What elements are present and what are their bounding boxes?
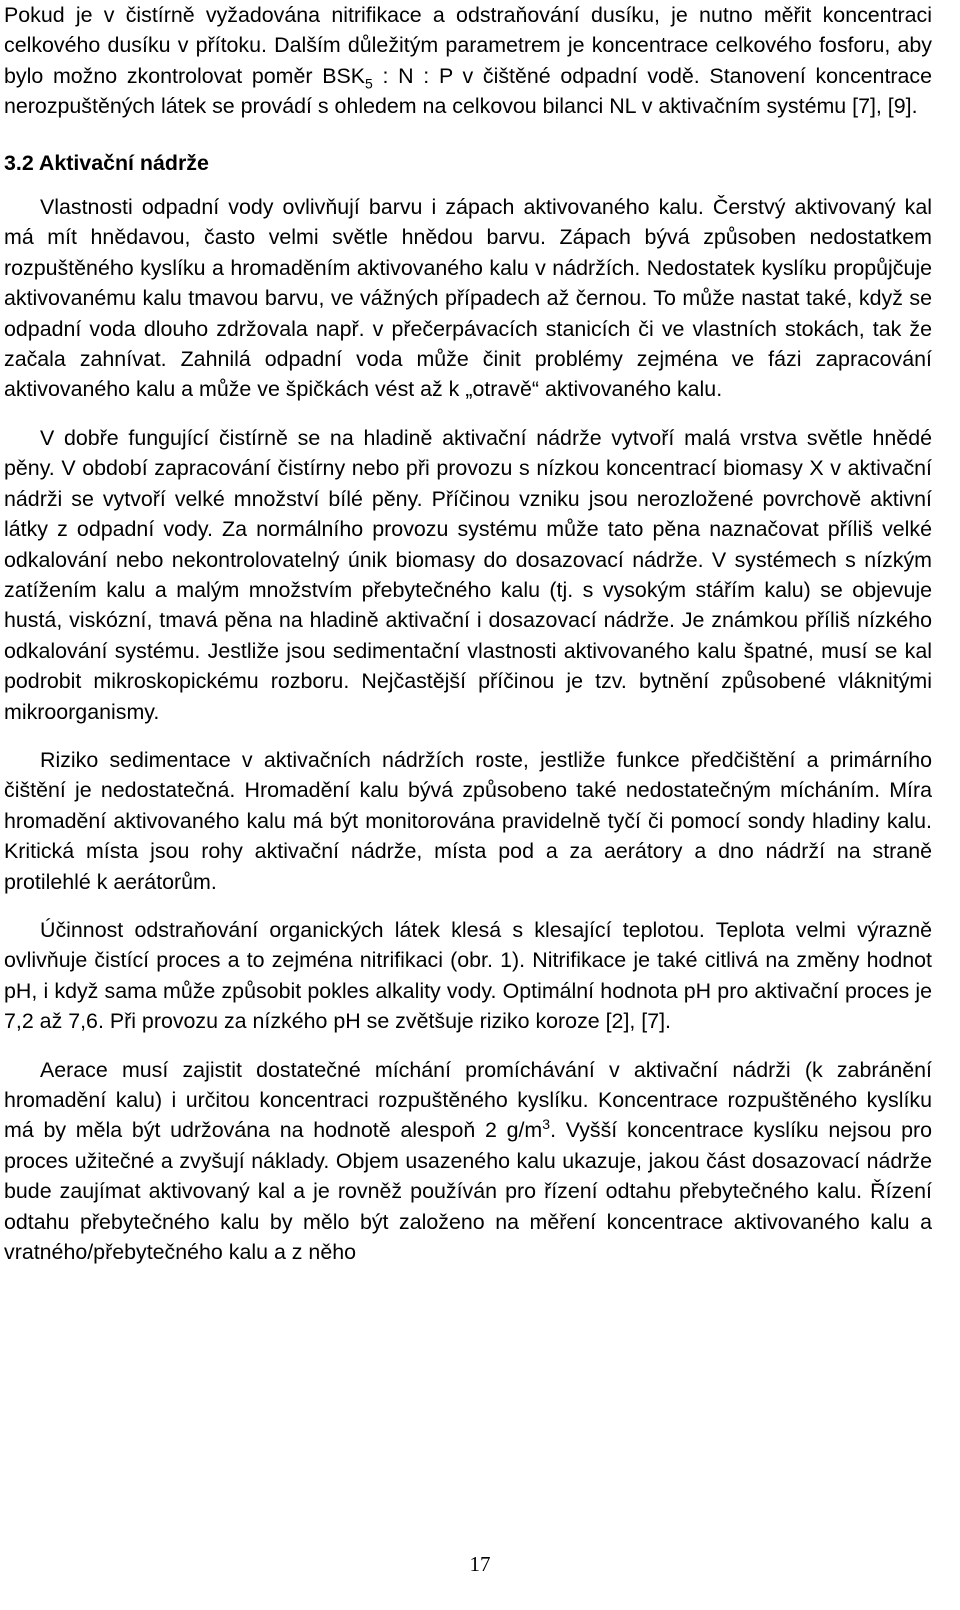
- cubic-superscript: 3: [542, 1116, 551, 1133]
- bsk-subscript: 5: [365, 75, 373, 92]
- paragraph-intro: [4, 0, 932, 122]
- intro-text-1: Pokud je v čistírně vyžadována nitrifikace a odstraňování dusíku, je nutno měřit koncentraci celkového dusíku v přítoku. Další: [4, 3, 932, 58]
- paragraph-4: Účinnost odstraňování organických látek klesá s klesající teplotou. Teplota velmi výrazně ovlivňuje čistící proces a to zejména nitrifikaci (obr. 1). Nitrifikace je také citlivá na změny hodnot pH, i když sama může způsobit pokles alkality vody. Optimální hodnota pH pro aktivační proces je 7,2 až 7,6. Při provozu za nízkého pH se zvětšuje riziko koroze [2], [7].: [4, 917, 932, 1034]
- intro-text-2: m důležitým parametrem je koncentrace celkového fosforu, aby bylo možno zkontrolovat poměr BSK: [4, 33, 932, 88]
- paragraph-2: V dobře fungující čistírně se na hladině aktivační nádrže vytvoří malá vrstva světle hnědé pěny. V období zapracování čistírny nebo při provozu s nízkou koncentrací biomasy X v aktivační nádrži se vytvoří velké množství bílé pěny. Příčinou vzniku jsou nerozložené povrchově aktivní látky z odpadní vody. Za normálního provozu systému může tato pěna naznačovat příliš velké odkalování nebo nekontrolovatelný únik biomasy do dosazovací nádrže. V systémech s nízkým zatížením kalu a malým množstvím přebytečného kalu (tj. s vysokým stářím kalu) se objevuje hustá, viskózní, tmavá pěna na hladině aktivační i dosazovací nádrže. Je známkou příliš nízkého odkalování systému. Jestliže jsou sedimentační vlastnosti aktivovaného kalu špatné, musí se kal podrobit mikroskopickému rozboru. Nejčastější příčinou je tzv. bytnění způsobené vláknitými mikroorganismy.: [4, 425, 932, 724]
- page-number: 17: [469, 1552, 491, 1576]
- intro-text-3: : N : P v čištěné odpadní vodě. Stanovení koncentrace nerozpuštěných látek se provádí s ohledem na celkovou bilanci NL v aktivačním systému [7], [9].: [4, 63, 932, 119]
- paragraph-5-text-b: . Vyšší koncentrace kyslíku nejsou pro proces užitečné a zvyšují náklady. Objem usazeného kalu ukazuje, jakou část dosazovací nádrže bude zaujímat aktivovaný kal a je rovněž používán pro řízení odtahu přebytečného kalu. Řízení odtahu přebytečného kalu by mělo být založeno na měření koncentrace aktivovaného kalu a vratného/přebytečného kalu a z něho: [4, 1118, 933, 1265]
- paragraph-5-text-a: Aerace musí zajistit dostatečné míchání promíchávání v aktivační nádrži (k zabránění hromadění kalu) i určitou koncentraci rozpuštěného kyslíku. Koncentrace rozpuštěného kyslíku má by měla být udržována na hodnotě alespoň 2 g/m: [4, 1057, 932, 1143]
- section-heading: 3.2 Aktivační nádrže: [4, 150, 209, 175]
- document-body: [4, 0, 932, 1267]
- paragraph-1: Vlastnosti odpadní vody ovlivňují barvu i zápach aktivovaného kalu. Čerstvý aktivovaný kal má mít hnědavou, často velmi světle hnědou barvu. Zápach bývá způsoben nedostatkem rozpuštěného kyslíku a hromaděním aktivovaného kalu v nádržích. Nedostatek kyslíku propůjčuje aktivovanému kalu tmavou barvu, ve vážných případech až černou. To může nastat také, když se odpadní voda dlouho zdržovala např. v přečerpávacích stanicích či ve vlastních stokách, tak že začala zahnívat. Zahnilá odpadní voda může činit problémy zejména ve fázi zapracování aktivovaného kalu a může ve špičkách vést až k „otravě“ aktivovaného kalu.: [4, 195, 932, 402]
- paragraph-5: [4, 1055, 932, 1268]
- paragraph-3: Riziko sedimentace v aktivačních nádržích roste, jestliže funkce předčištění a primárního čištění je nedostatečná. Hromadění kalu bývá způsobeno také nedostatečným mícháním. Míra hromadění aktivovaného kalu má být monitorována pravidelně tyčí či pomocí sondy hladiny kalu. Kritická místa jsou rohy aktivační nádrže, místa pod a za aerátory a dno nádrží na straně protilehlé k aerátorům.: [4, 747, 932, 894]
